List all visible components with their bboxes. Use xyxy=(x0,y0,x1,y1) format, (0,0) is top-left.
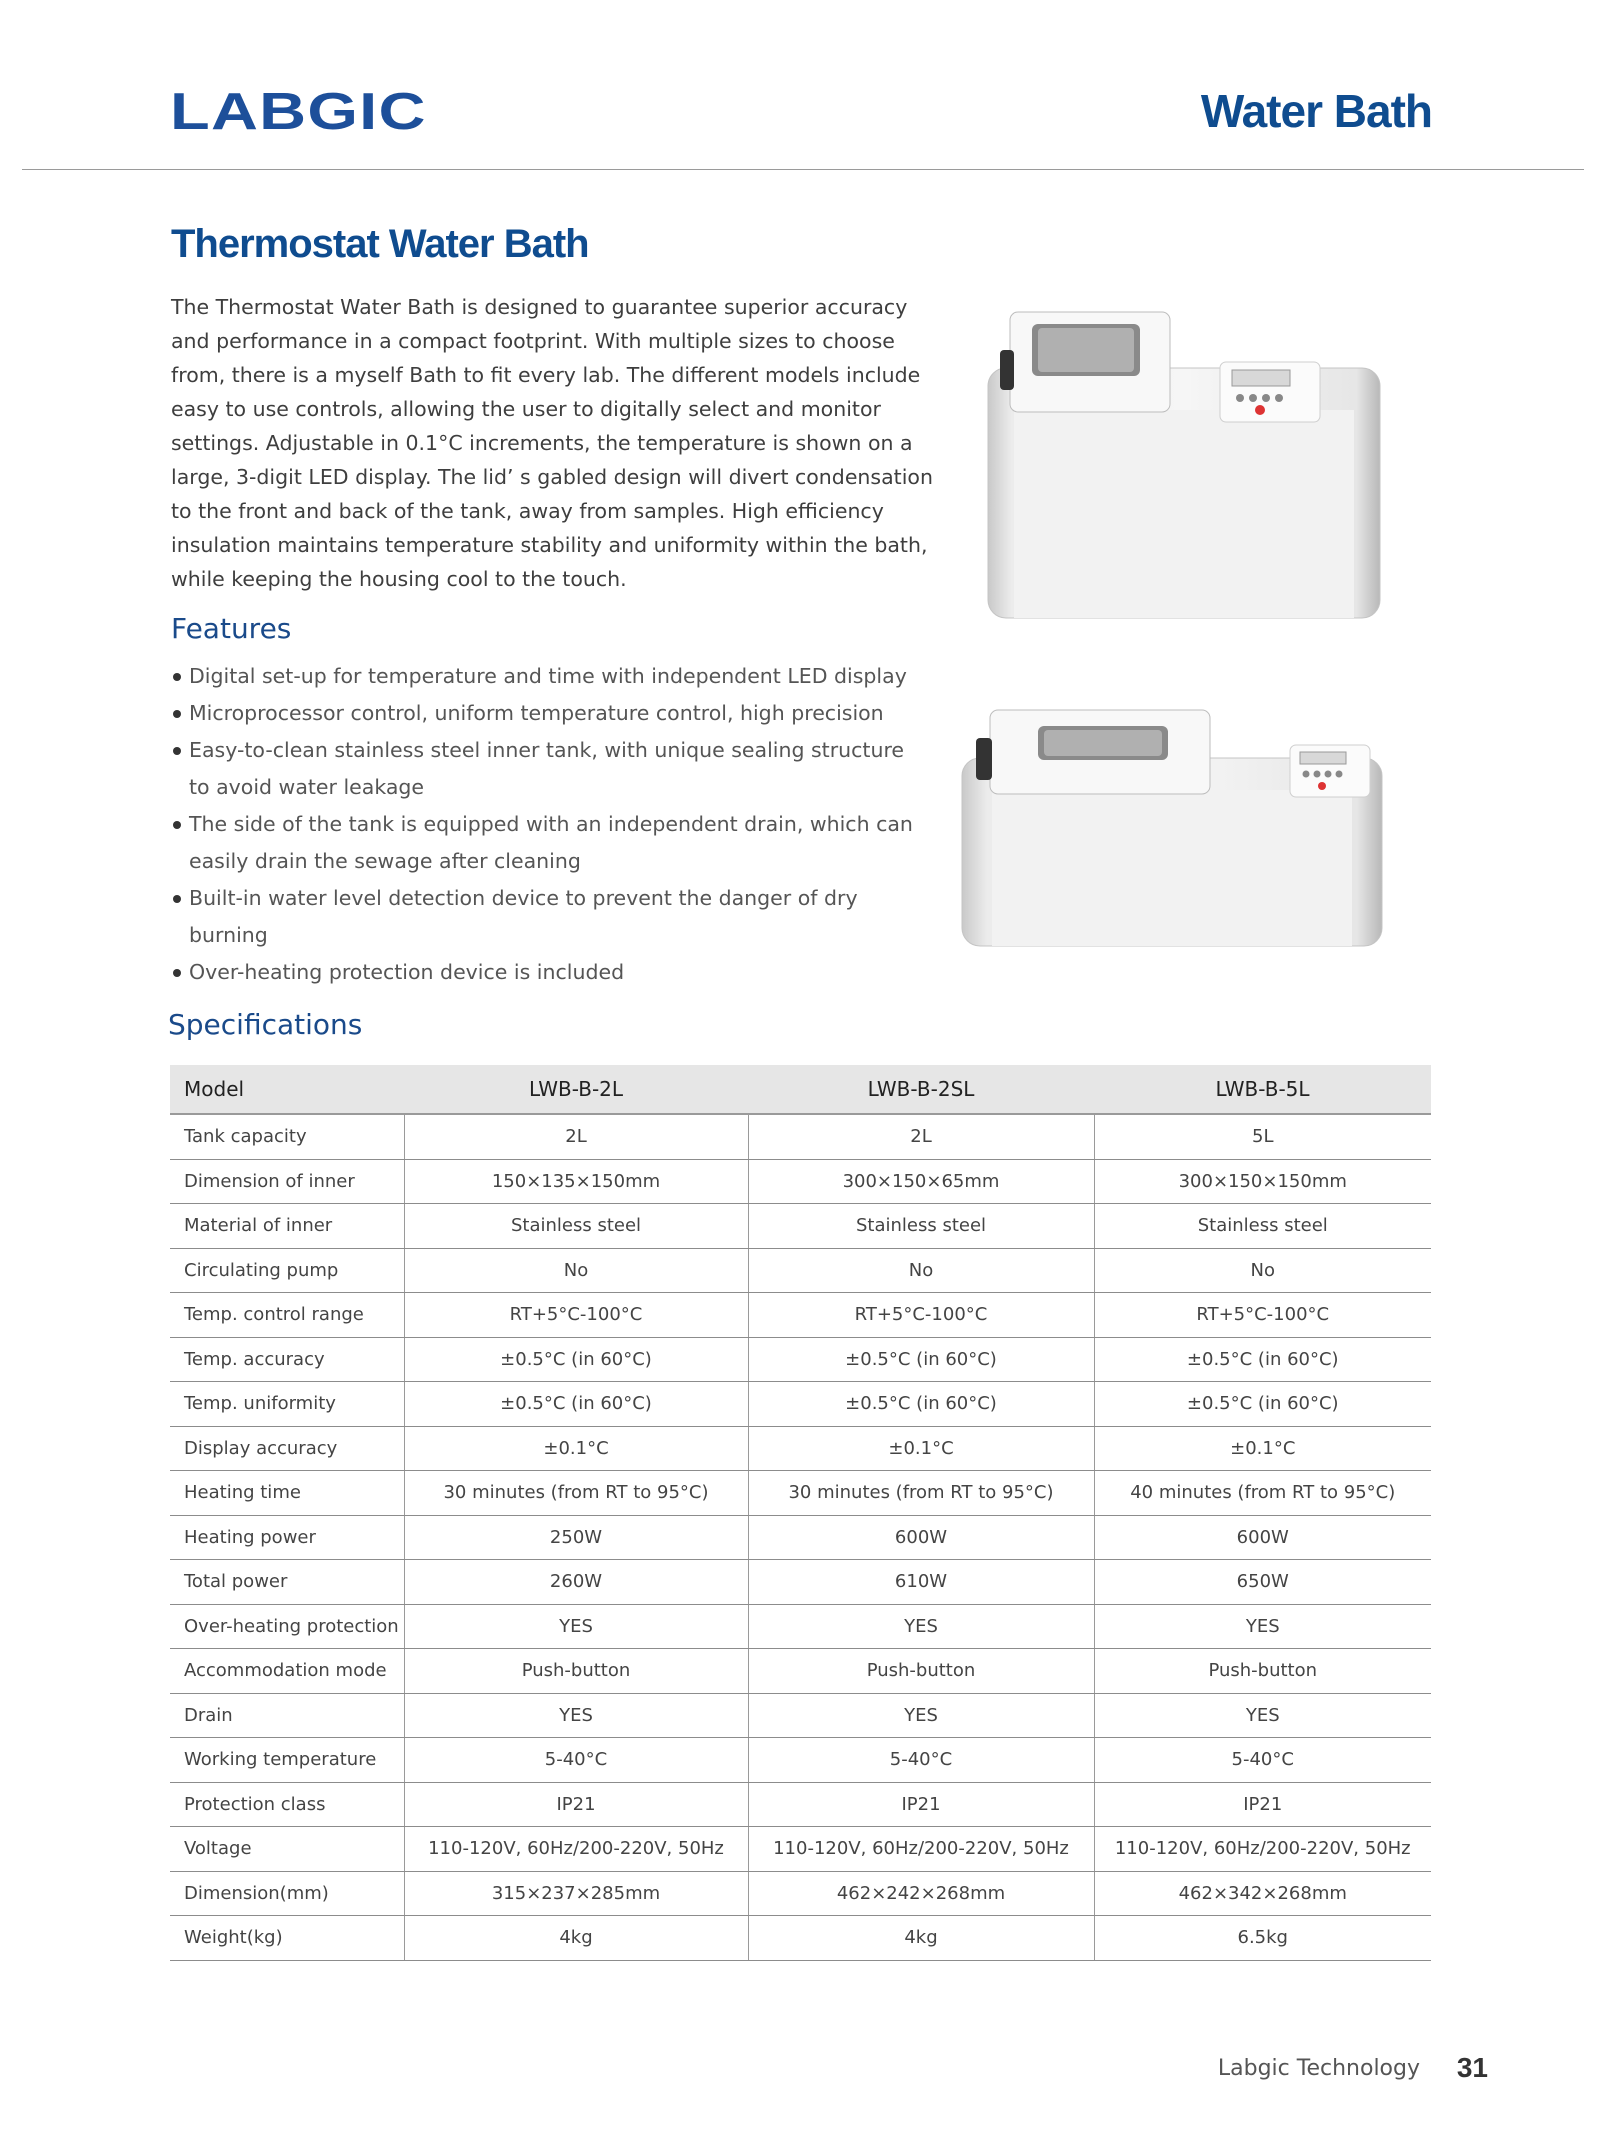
spec-value-cell: No xyxy=(748,1248,1094,1293)
table-row xyxy=(170,1782,1431,1827)
table-row xyxy=(170,1916,1431,1961)
spec-label-cell: Material of inner xyxy=(170,1204,404,1249)
table-row xyxy=(170,1426,1431,1471)
spec-value-cell: 30 minutes (from RT to 95°C) xyxy=(748,1471,1094,1516)
column-header: Model xyxy=(170,1065,404,1114)
spec-value-cell: 610W xyxy=(748,1560,1094,1605)
page-number: 31 xyxy=(1456,2052,1488,2083)
spec-value-cell: 2L xyxy=(404,1114,748,1159)
feature-item: Built-in water level detection device to prevent the danger of dry burning xyxy=(171,880,931,954)
spec-label-cell: Accommodation mode xyxy=(170,1649,404,1694)
spec-value-cell: 250W xyxy=(404,1515,748,1560)
table-row xyxy=(170,1560,1431,1605)
spec-value-cell: YES xyxy=(748,1604,1094,1649)
intro-paragraph: The Thermostat Water Bath is designed to guarantee superior accuracy and performance in a compact footprint. With multiple sizes to choose from, there is a myself Bath to fit every lab. The different models include easy to use controls, allowing the user to digitally select and monitor settings. Adjustable in 0.1°C increments, the temperature is shown on a large, 3-digit LED display. The lid’ s gabled design will divert condensation to the front and back of the tank, away from samples. High efficiency insulation maintains temperature stability and uniformity within the bath, while keeping the housing cool to the touch. xyxy=(171,295,933,591)
feature-item: Digital set-up for temperature and time with independent LED display xyxy=(171,658,931,695)
table-row xyxy=(170,1204,1431,1249)
spec-value-cell: 110-120V, 60Hz/200-220V, 50Hz xyxy=(1094,1827,1431,1872)
spec-value-cell: 4kg xyxy=(404,1916,748,1961)
table-row xyxy=(170,1159,1431,1204)
spec-value-cell: 5-40°C xyxy=(1094,1738,1431,1783)
spec-value-cell: YES xyxy=(748,1693,1094,1738)
labgic-logo: LABGIC xyxy=(170,83,427,141)
features-heading: Features xyxy=(171,612,292,645)
table-row xyxy=(170,1337,1431,1382)
column-header: LWB-B-2L xyxy=(404,1065,748,1114)
spec-value-cell: 600W xyxy=(1094,1515,1431,1560)
table-row xyxy=(170,1515,1431,1560)
table-row xyxy=(170,1471,1431,1516)
water-bath-photo-small xyxy=(970,300,1390,630)
category-title: Water Bath xyxy=(1200,85,1432,137)
features-list xyxy=(171,658,931,991)
spec-value-cell: RT+5°C-100°C xyxy=(404,1293,748,1338)
table-header-row xyxy=(170,1065,1431,1114)
spec-value-cell: 30 minutes (from RT to 95°C) xyxy=(404,1471,748,1516)
spec-value-cell: YES xyxy=(1094,1693,1431,1738)
table-row xyxy=(170,1649,1431,1694)
spec-value-cell: 650W xyxy=(1094,1560,1431,1605)
table-row xyxy=(170,1382,1431,1427)
spec-value-cell: YES xyxy=(1094,1604,1431,1649)
spec-value-cell: 315×237×285mm xyxy=(404,1871,748,1916)
spec-value-cell: 300×150×150mm xyxy=(1094,1159,1431,1204)
spec-label-cell: Weight(kg) xyxy=(170,1916,404,1961)
spec-value-cell: IP21 xyxy=(1094,1782,1431,1827)
table-row xyxy=(170,1693,1431,1738)
spec-label-cell: Drain xyxy=(170,1693,404,1738)
spec-value-cell: No xyxy=(404,1248,748,1293)
spec-value-cell: ±0.1°C xyxy=(404,1426,748,1471)
spec-value-cell: IP21 xyxy=(748,1782,1094,1827)
table-row xyxy=(170,1738,1431,1783)
column-header: LWB-B-2SL xyxy=(748,1065,1094,1114)
table-row xyxy=(170,1871,1431,1916)
spec-value-cell: 462×242×268mm xyxy=(748,1871,1094,1916)
spec-value-cell: Stainless steel xyxy=(748,1204,1094,1249)
spec-label-cell: Heating time xyxy=(170,1471,404,1516)
feature-item: Easy-to-clean stainless steel inner tank, with unique sealing structure to avoid water leakage xyxy=(171,732,931,806)
spec-label-cell: Temp. accuracy xyxy=(170,1337,404,1382)
table-row xyxy=(170,1604,1431,1649)
spec-label-cell: Protection class xyxy=(170,1782,404,1827)
feature-item: Over-heating protection device is included xyxy=(171,954,931,991)
specifications-table xyxy=(170,1065,1431,1961)
footer-company: Labgic Technology xyxy=(1217,2056,1420,2081)
header-divider xyxy=(22,169,1584,170)
feature-item: Microprocessor control, uniform temperature control, high precision xyxy=(171,695,931,732)
spec-label-cell: Dimension(mm) xyxy=(170,1871,404,1916)
spec-value-cell: ±0.5°C (in 60°C) xyxy=(748,1337,1094,1382)
spec-label-cell: Heating power xyxy=(170,1515,404,1560)
table-row xyxy=(170,1827,1431,1872)
spec-value-cell: Push-button xyxy=(748,1649,1094,1694)
spec-label-cell: Tank capacity xyxy=(170,1114,404,1159)
spec-label-cell: Voltage xyxy=(170,1827,404,1872)
spec-value-cell: 110-120V, 60Hz/200-220V, 50Hz xyxy=(748,1827,1094,1872)
spec-value-cell: No xyxy=(1094,1248,1431,1293)
spec-value-cell: Stainless steel xyxy=(404,1204,748,1249)
spec-value-cell: YES xyxy=(404,1604,748,1649)
spec-label-cell: Working temperature xyxy=(170,1738,404,1783)
table-row xyxy=(170,1248,1431,1293)
spec-value-cell: YES xyxy=(404,1693,748,1738)
spec-value-cell: Stainless steel xyxy=(1094,1204,1431,1249)
spec-label-cell: Display accuracy xyxy=(170,1426,404,1471)
water-bath-photo-large xyxy=(950,700,1390,950)
table-row xyxy=(170,1114,1431,1159)
spec-label-cell: Temp. control range xyxy=(170,1293,404,1338)
page-title: Thermostat Water Bath xyxy=(171,222,589,266)
spec-value-cell: 5L xyxy=(1094,1114,1431,1159)
spec-value-cell: Push-button xyxy=(404,1649,748,1694)
specifications-heading: Specifications xyxy=(168,1008,363,1041)
spec-value-cell: ±0.5°C (in 60°C) xyxy=(404,1337,748,1382)
spec-value-cell: 2L xyxy=(748,1114,1094,1159)
spec-value-cell: 260W xyxy=(404,1560,748,1605)
spec-value-cell: 40 minutes (from RT to 95°C) xyxy=(1094,1471,1431,1516)
spec-label-cell: Total power xyxy=(170,1560,404,1605)
spec-value-cell: 5-40°C xyxy=(748,1738,1094,1783)
table-row xyxy=(170,1293,1431,1338)
spec-label-cell: Temp. uniformity xyxy=(170,1382,404,1427)
spec-value-cell: RT+5°C-100°C xyxy=(748,1293,1094,1338)
spec-value-cell: 4kg xyxy=(748,1916,1094,1961)
spec-value-cell: ±0.5°C (in 60°C) xyxy=(1094,1337,1431,1382)
spec-value-cell: 600W xyxy=(748,1515,1094,1560)
spec-value-cell: 462×342×268mm xyxy=(1094,1871,1431,1916)
spec-value-cell: 150×135×150mm xyxy=(404,1159,748,1204)
spec-label-cell: Dimension of inner xyxy=(170,1159,404,1204)
feature-item: The side of the tank is equipped with an independent drain, which can easily drain the sewage after cleaning xyxy=(171,806,931,880)
spec-value-cell: 5-40°C xyxy=(404,1738,748,1783)
spec-value-cell: 300×150×65mm xyxy=(748,1159,1094,1204)
spec-label-cell: Circulating pump xyxy=(170,1248,404,1293)
spec-value-cell: ±0.5°C (in 60°C) xyxy=(748,1382,1094,1427)
column-header: LWB-B-5L xyxy=(1094,1065,1431,1114)
spec-value-cell: Push-button xyxy=(1094,1649,1431,1694)
spec-value-cell: 110-120V, 60Hz/200-220V, 50Hz xyxy=(404,1827,748,1872)
spec-value-cell: ±0.5°C (in 60°C) xyxy=(1094,1382,1431,1427)
spec-value-cell: ±0.5°C (in 60°C) xyxy=(404,1382,748,1427)
spec-label-cell: Over-heating protection xyxy=(170,1604,404,1649)
spec-value-cell: ±0.1°C xyxy=(748,1426,1094,1471)
spec-value-cell: IP21 xyxy=(404,1782,748,1827)
spec-value-cell: 6.5kg xyxy=(1094,1916,1431,1961)
spec-value-cell: ±0.1°C xyxy=(1094,1426,1431,1471)
spec-value-cell: RT+5°C-100°C xyxy=(1094,1293,1431,1338)
